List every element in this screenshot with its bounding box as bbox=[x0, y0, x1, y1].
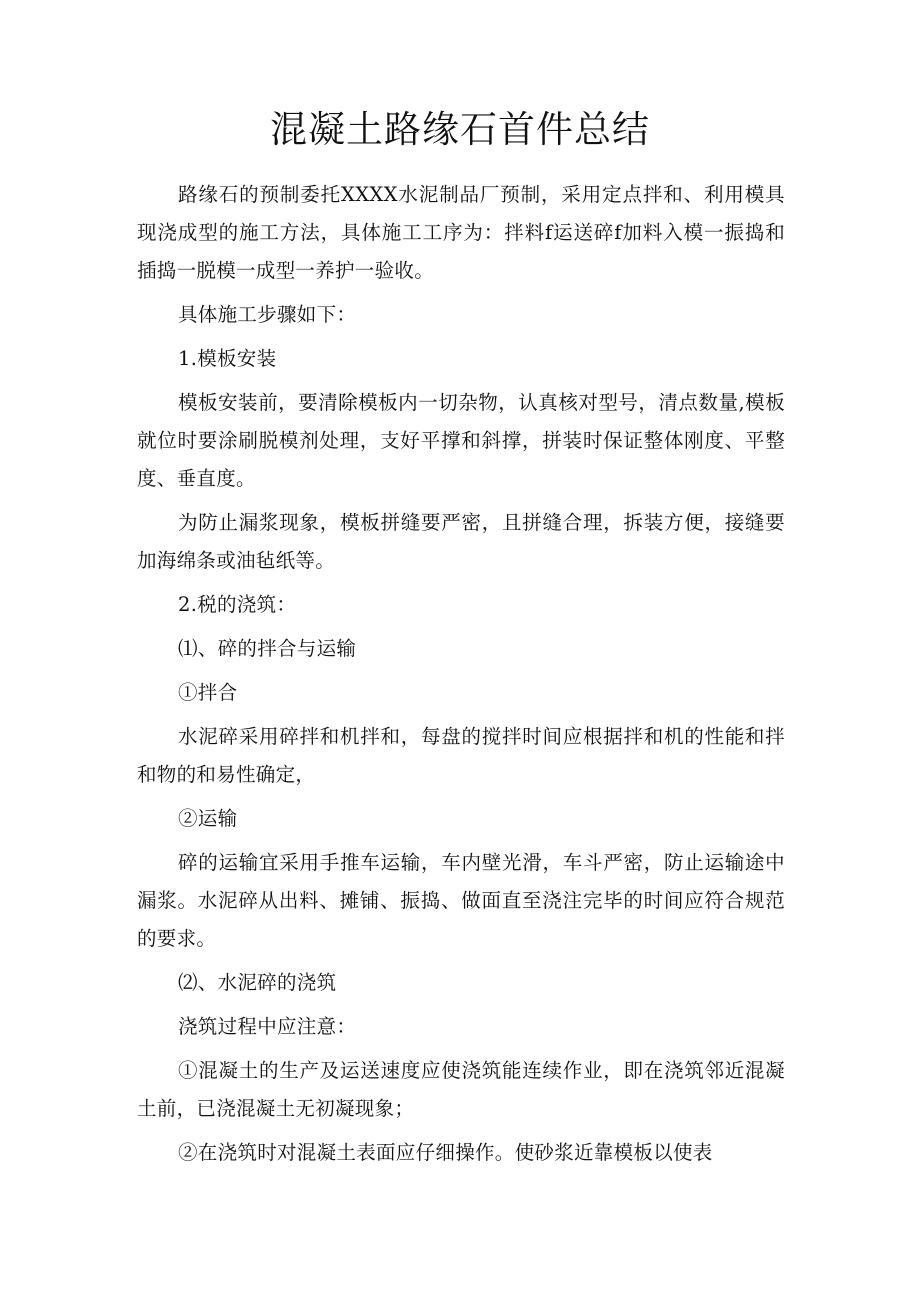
subheading-mixing-transport: ⑴、碎的拌合与运输 bbox=[178, 637, 357, 660]
heading-formwork-installation: 1.模板安装 bbox=[178, 347, 277, 370]
paragraph-pouring-notes-intro: 浇筑过程中应注意： bbox=[178, 1015, 357, 1038]
paragraph-surface-operation: ②在浇筑时对混凝土表面应仔细操作。使砂浆近靠模板以使表 bbox=[178, 1141, 713, 1164]
paragraph-leak-prevention: 为防止漏浆现象，模板拼缝要严密，且拼缝合理，拆装方便，接缝要加海绵条或油毡纸等。 bbox=[137, 511, 785, 572]
paragraph-transport: 碎的运输宜采用手推车运输，车内壁光滑，车斗严密，防止运输途中漏浆。水泥碎从出料、摊铺、振捣、做面直至浇注完毕的时间应符合规范的要求。 bbox=[137, 851, 785, 950]
item-transport-label: ②运输 bbox=[178, 807, 238, 830]
subheading-concrete-pouring: ⑵、水泥碎的浇筑 bbox=[178, 971, 337, 994]
paragraph-mixing: 水泥碎采用碎拌和机拌和，每盘的搅拌时间应根据拌和机的性能和拌和物的和易性确定， bbox=[137, 725, 785, 786]
paragraph-continuous-pouring: ①混凝土的生产及运送速度应使浇筑能连续作业，即在浇筑邻近混凝土前，已浇混凝土无初凝现象； bbox=[137, 1059, 785, 1120]
document-body bbox=[137, 176, 785, 1172]
paragraph-process-overview: 路缘石的预制委托XXXX水泥制品厂预制，采用定点拌和、利用模具现浇成型的施工方法，具体施工工序为：拌料f运送碎f加料入模一振捣和插捣一脱模一成型一养护一验收。 bbox=[137, 183, 785, 282]
item-mixing-label: ①拌合 bbox=[178, 681, 238, 704]
paragraph-formwork-preparation: 模板安装前，要清除模板内一切杂物，认真核对型号，清点数量,模板就位时要涂刷脱模剂处理，支好平撑和斜撑，拼装时保证整体刚度、平整度、垂直度。 bbox=[137, 391, 785, 490]
document-title: 混凝土路缘石首件总结 bbox=[270, 108, 650, 151]
heading-pouring: 2.税的浇筑： bbox=[178, 593, 297, 616]
paragraph-steps-intro: 具体施工步骤如下： bbox=[178, 303, 357, 326]
